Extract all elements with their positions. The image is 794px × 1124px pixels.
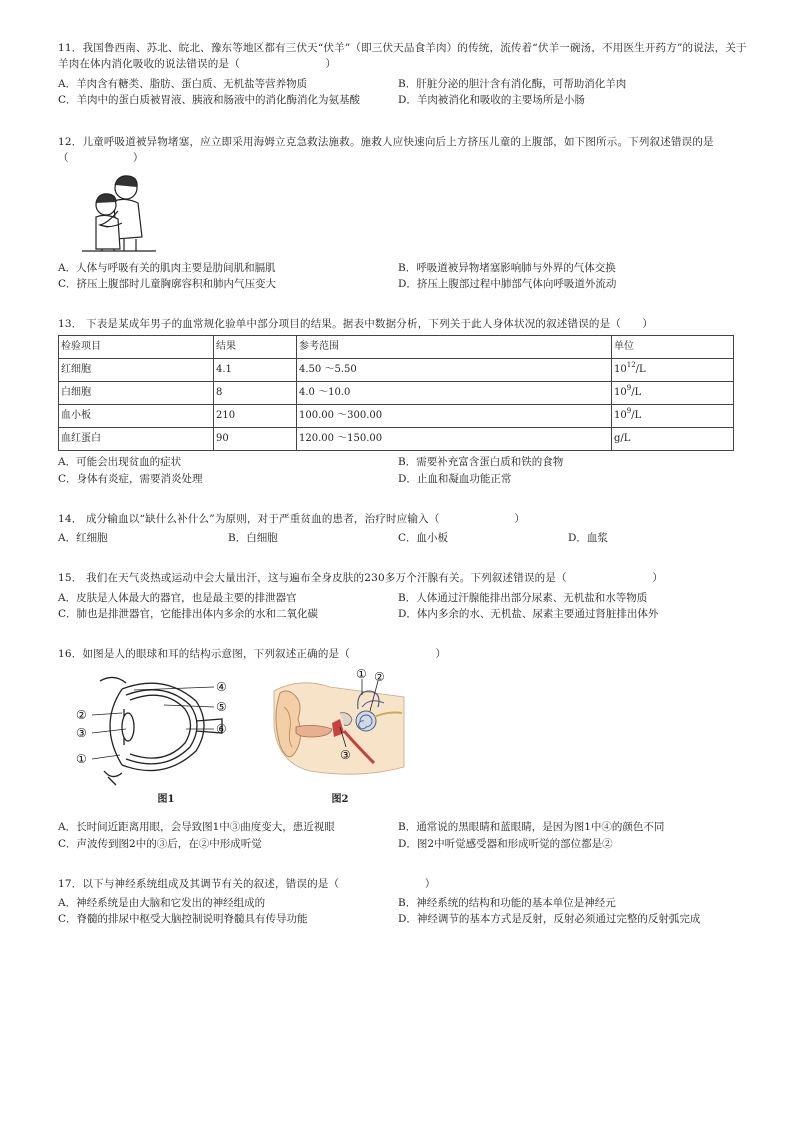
table-header-row — [59, 336, 734, 359]
option-list — [58, 76, 748, 109]
table-header-cell: 单位 — [612, 336, 734, 359]
option-a: A．红细胞 — [58, 532, 108, 545]
question-stem: 17．以下与神经系统组成及其调节有关的叙述，错误的是（ ） — [58, 877, 436, 890]
option-list — [58, 260, 748, 293]
item-cell: 红细胞 — [59, 359, 214, 382]
exam-page — [58, 38, 748, 928]
eye-figure — [64, 667, 244, 808]
unit-base: g/L — [614, 433, 631, 445]
range-cell: 100.00 ～300.00 — [297, 405, 612, 428]
option-list — [58, 895, 748, 928]
unit-tail: /L — [631, 410, 642, 422]
question-14 — [58, 511, 748, 547]
option-a: A．可能会出现贫血的症状 — [58, 456, 182, 469]
option-c: C．挤压上腹部时儿童胸廓容积和肺内气压变大 — [58, 277, 277, 290]
result-cell: 4.1 — [214, 359, 297, 382]
option-d: D．羊肉被消化和吸收的主要场所是小肠 — [398, 93, 585, 106]
figure-1-caption: 图1 — [157, 793, 175, 805]
option-b: B．人体通过汗腺能排出部分尿素、无机盐和水等物质 — [398, 591, 648, 604]
eye-label-4: ④ — [216, 679, 227, 694]
item-cell: 白细胞 — [59, 382, 214, 405]
unit-exponent: 9 — [626, 407, 632, 416]
question-stem: 13． 下表是某成年男子的血常规化验单中部分项目的结果。据表中数据分析，下列关于此人身体状况的叙述错误的是（ ） — [58, 318, 654, 331]
question-17 — [58, 876, 748, 928]
ear-label-2: ② — [374, 669, 385, 684]
table-header-cell: 结果 — [214, 336, 297, 359]
unit-exponent: 12 — [626, 361, 636, 370]
option-a: A．羊肉含有糖类、脂肪、蛋白质、无机盐等营养物质 — [58, 77, 308, 90]
option-a: A．皮肤是人体最大的器官，也是最主要的排泄器官 — [58, 591, 297, 604]
eye-ear-figures — [58, 667, 748, 808]
figure-2-caption: 图2 — [331, 793, 349, 805]
question-16 — [58, 646, 748, 852]
result-cell: 90 — [214, 428, 297, 451]
eye-label-5: ⑤ — [216, 699, 227, 714]
unit-cell — [612, 382, 734, 405]
question-stem: 11．我国鲁西南、苏北、皖北、豫东等地区都有三伏天“伏羊”（即三伏天品食羊肉）的传统，流传着“伏羊一碗汤，不用医生开药方”的说法，关于羊肉在体内消化吸收的说法错误的是（ ） — [58, 42, 747, 71]
heimlich-illustration — [78, 171, 158, 257]
range-cell: 4.50 ～5.50 — [297, 359, 612, 382]
option-d: D．体内多余的水、无机盐、尿素主要通过肾脏排出体外 — [398, 607, 659, 620]
option-b: B．通常说的黑眼睛和蓝眼睛，是因为图1中④的颜色不同 — [398, 821, 665, 834]
item-cell: 血红蛋白 — [59, 428, 214, 451]
option-c: C．身体有炎症，需要消炎处理 — [58, 472, 203, 485]
option-d: D．挤压上腹部过程中肺部气体向呼吸道外流动 — [398, 277, 617, 290]
unit-exponent: 9 — [626, 384, 632, 393]
option-a: A．人体与呼吸有关的肌肉主要是肋间肌和膈肌 — [58, 261, 276, 274]
ear-label-3: ③ — [340, 747, 351, 762]
eye-label-2: ② — [76, 707, 87, 722]
option-d: D．神经调节的基本方式是反射，反射必须通过完整的反射弧完成 — [398, 913, 701, 926]
unit-base: 10 — [614, 387, 627, 399]
question-12 — [58, 134, 748, 292]
table-header-cell: 参考范围 — [297, 336, 612, 359]
table-row — [59, 359, 734, 382]
unit-cell — [612, 428, 734, 451]
question-15 — [58, 570, 748, 622]
table-header-cell: 检验项目 — [59, 336, 214, 359]
ear-figure — [270, 667, 410, 808]
option-c: C．肺也是排泄器官，它能排出体内多余的水和二氧化碳 — [58, 607, 319, 620]
question-stem: 15． 我们在天气炎热或运动中会大量出汗，这与遍布全身皮肤的230多万个汗腺有关。下列叙述错误的是（ ） — [58, 572, 664, 585]
option-d: D．止血和凝血功能正常 — [398, 472, 512, 485]
unit-cell — [612, 405, 734, 428]
heimlich-figure-icon — [78, 171, 158, 257]
option-c: C．羊肉中的蛋白质被胃液、胰液和肠液中的消化酶消化为氨基酸 — [58, 93, 361, 106]
ear-structure-diagram-icon — [270, 667, 410, 789]
option-b: B．呼吸道被异物堵塞影响肺与外界的气体交换 — [398, 261, 616, 274]
option-list — [58, 530, 748, 546]
unit-base: 10 — [614, 410, 627, 422]
result-cell: 8 — [214, 382, 297, 405]
option-d: D．图2中听觉感受器和形成听觉的部位都是② — [398, 837, 613, 850]
option-c: C．血小板 — [398, 532, 449, 545]
ear-label-1: ① — [356, 666, 367, 681]
option-list — [58, 590, 748, 623]
question-stem: 16．如图是人的眼球和耳的结构示意图，下列叙述正确的是（ ） — [58, 648, 447, 661]
question-stem: 12．儿童呼吸道被异物堵塞，应立即采用海姆立克急救法施救。施救人应快速向后上方挤压儿童的上腹部，如下图所示。下列叙述错误的是（ ） — [58, 136, 714, 165]
option-list — [58, 454, 748, 487]
option-b: B．肝脏分泌的胆汁含有消化酶，可帮助消化羊肉 — [398, 77, 627, 90]
question-stem: 14． 成分输血以“缺什么补什么”为原则，对于严重贫血的患者，治疗时应输入（ ） — [58, 512, 526, 525]
option-b: B．白细胞 — [228, 532, 278, 545]
range-cell: 4.0 ～10.0 — [297, 382, 612, 405]
unit-tail: /L — [635, 364, 646, 376]
eye-label-6: ⑥ — [216, 721, 227, 736]
eyeball-diagram-icon — [64, 667, 244, 789]
option-c: C．脊髓的排尿中枢受大脑控制说明脊髓具有传导功能 — [58, 913, 308, 926]
table-row — [59, 382, 734, 405]
option-c: C．声波传到图2中的③后，在②中形成听觉 — [58, 837, 262, 850]
eye-label-1: ① — [76, 751, 87, 766]
option-d: D．血浆 — [568, 532, 608, 545]
question-11 — [58, 40, 748, 108]
option-a: A．神经系统是由大脑和它发出的神经组成的 — [58, 897, 266, 910]
unit-tail: /L — [631, 387, 642, 399]
unit-base: 10 — [614, 364, 627, 376]
item-cell: 血小板 — [59, 405, 214, 428]
unit-cell — [612, 359, 734, 382]
question-13 — [58, 316, 748, 487]
option-list — [58, 819, 748, 852]
option-b: B．需要补充富含蛋白质和铁的食物 — [398, 456, 564, 469]
result-cell: 210 — [214, 405, 297, 428]
option-b: B．神经系统的结构和功能的基本单位是神经元 — [398, 897, 616, 910]
option-a: A．长时间近距离用眼，会导致图1中③曲度变大，患近视眼 — [58, 821, 335, 834]
range-cell: 120.00 ～150.00 — [297, 428, 612, 451]
table-row — [59, 405, 734, 428]
eye-label-3: ③ — [76, 725, 87, 740]
table-row — [59, 428, 734, 451]
blood-test-table — [58, 335, 734, 451]
